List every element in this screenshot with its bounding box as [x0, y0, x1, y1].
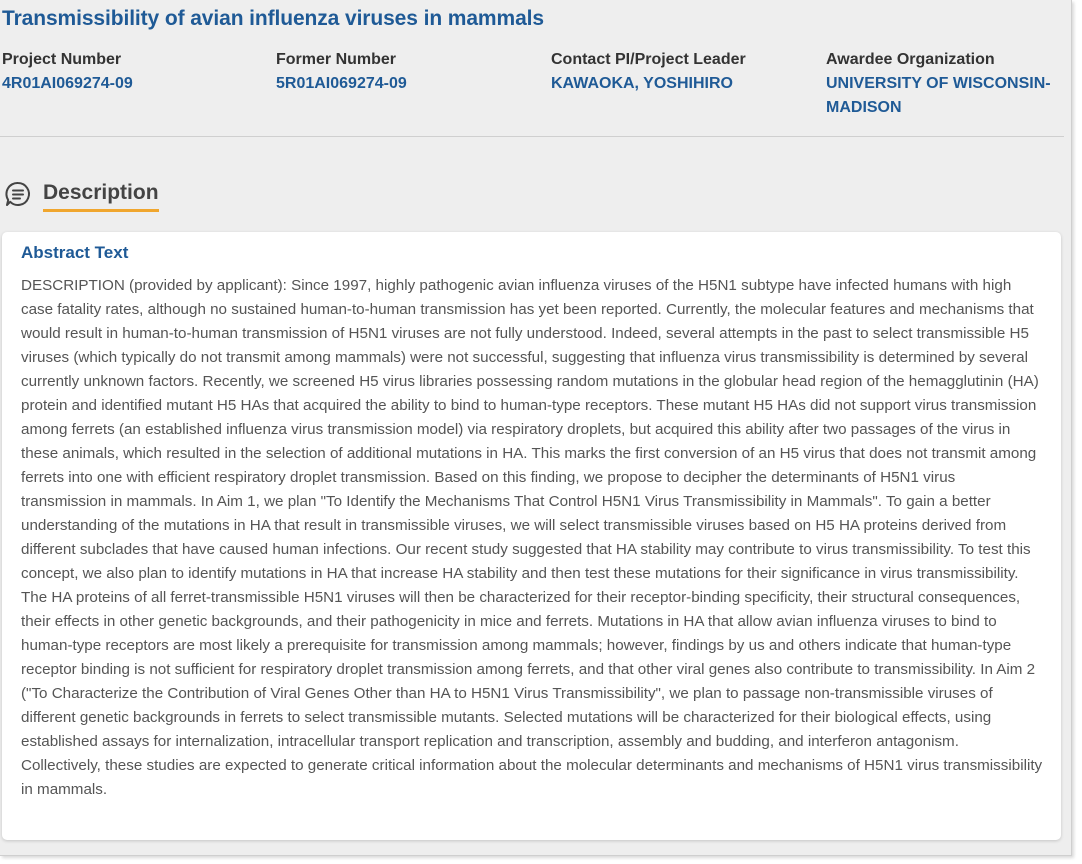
header-divider	[0, 136, 1064, 137]
former-number-value: 5R01AI069274-09	[276, 75, 407, 92]
contact-pi-link[interactable]: KAWAOKA, YOSHIHIRO	[551, 75, 733, 92]
awardee-organization-field	[826, 48, 1056, 120]
former-number-label: Former Number	[276, 51, 397, 68]
comment-lines-icon	[4, 180, 32, 208]
abstract-card	[2, 232, 1061, 840]
project-number-field	[2, 48, 133, 96]
abstract-text: DESCRIPTION (provided by applicant): Since 1997, highly pathogenic avian influenza viruses of the H5N1 subtype have infected humans with high case fatality rates, although no sustained human-to-human transmission has yet been reported. Currently, the molecular features and mechanisms that would result in human-to-human transmission of H5N1 viruses are not fully understood. Indeed, several attempts in the past to select transmissible H5 viruses (which typically do not transmit among mammals) were not successful, suggesting that influenza virus transmissibility is determined by several currently unknown factors. Recently, we screened H5 virus libraries possessing random mutations in the globular head region of the hemagglutinin (HA) protein and identified mutant H5 HAs that acquired the ability to bind to human-type receptors. These mutant H5 HAs did not support virus transmission among ferrets (an established influenza virus transmission model) via respiratory droplets, but acquired this ability after two passages of the virus in these animals, which resulted in the selection of additional mutations in HA. This marks the first conversion of an H5 virus that does not transmit among ferrets into one with efficient respiratory droplet transmission. Based on this finding, we propose to decipher the determinants of H5N1 virus transmission in mammals. In Aim 1, we plan "To Identify the Mechanisms That Control H5N1 Virus Transmissibility in Mammals". To gain a better understanding of the mutations in HA that result in transmissible viruses, we will select transmissible viruses based on H5 HA proteins derived from different subclades that have caused human infections. Our recent study suggested that HA stability may contribute to virus transmissibility. To test this concept, we also plan to identify mutations in HA that increase HA stability and then test these mutations for their significance in virus transmissibility. The HA proteins of all ferret-transmissible H5N1 viruses will then be characterized for their receptor-binding specificity, their structural consequences, their effects in other genetic backgrounds, and their pathogenicity in mice and ferrets. Mutations in HA that allow avian influenza viruses to bind to human-type receptors are most likely a prerequisite for transmission among mammals; however, findings by us and others indicate that human-type receptor binding is not sufficient for respiratory droplet transmission among ferrets, and that other viral genes also contribute to transmissibility. In Aim 2 ("To Characterize the Contribution of Viral Genes Other than HA to H5N1 Virus Transmissibility", we plan to passage non-transmissible viruses of different genetic backgrounds in ferrets to select transmissible mutants. Selected mutations will be characterized for their biological effects, using established assays for internalization, intracellular transport replication and transcription, assembly and budding, and interferon antagonism. Collectively, these studies are expected to generate critical information about the molecular determinants and mechanisms of H5N1 virus transmissibility in mammals.	[21, 277, 1043, 798]
project-title: Transmissibility of avian influenza viruses in mammals	[2, 7, 544, 30]
awardee-organization-label: Awardee Organization	[826, 51, 995, 68]
contact-pi-field	[551, 48, 746, 96]
project-number-label: Project Number	[2, 51, 122, 68]
former-number-field	[276, 48, 407, 96]
abstract-title: Abstract Text	[21, 243, 129, 262]
description-tab[interactable]: Description	[43, 181, 159, 212]
awardee-organization-link[interactable]: UNIVERSITY OF WISCONSIN-MADISON	[826, 75, 1051, 116]
project-number-value: 4R01AI069274-09	[2, 75, 133, 92]
contact-pi-label: Contact PI/Project Leader	[551, 51, 746, 68]
